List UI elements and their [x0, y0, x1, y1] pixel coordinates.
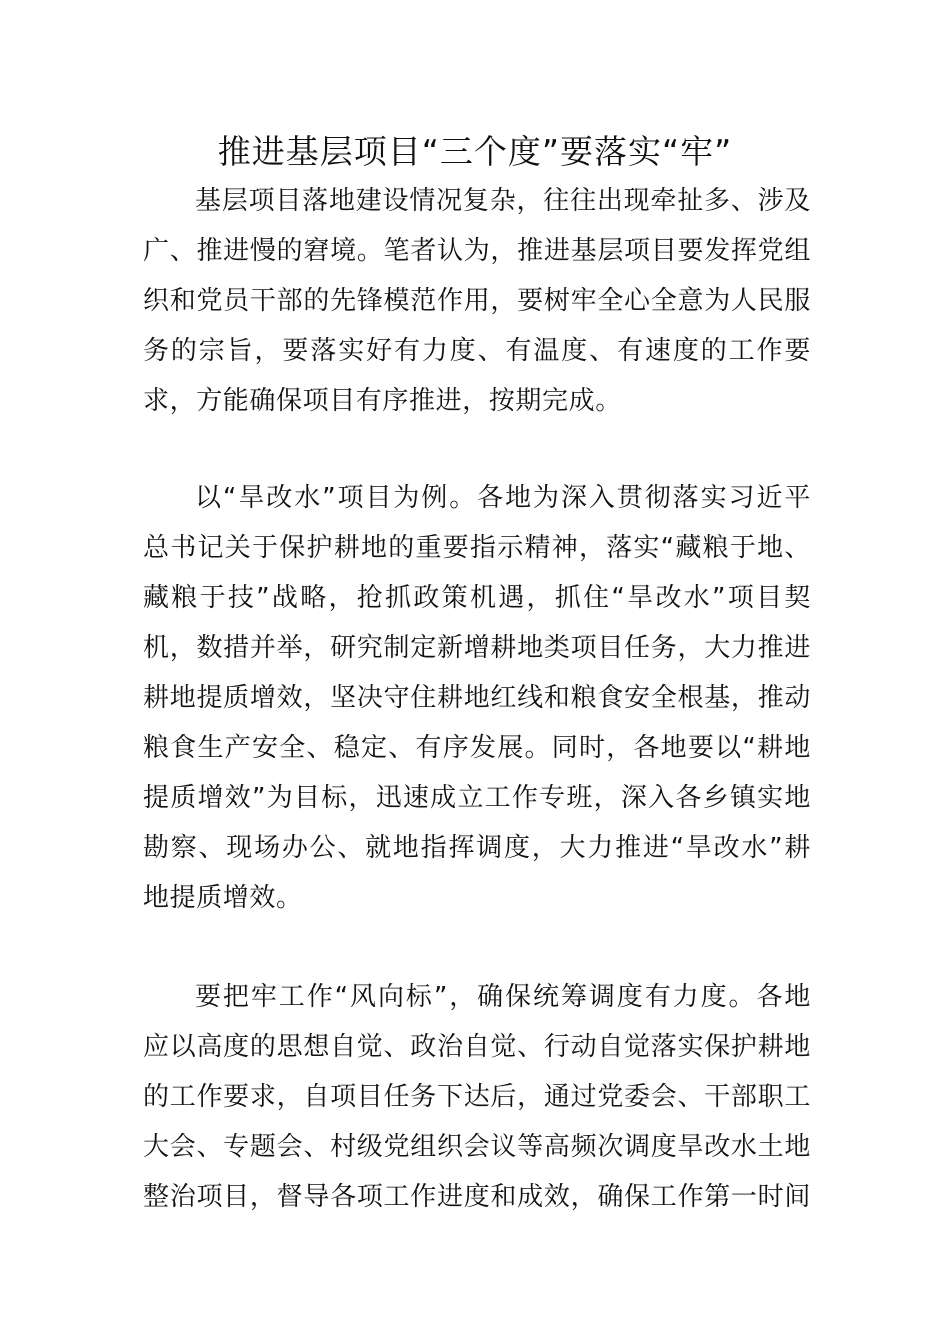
paragraph-line: 提质增效”为目标，迅速成立工作专班，深入各乡镇实地	[143, 783, 811, 813]
paragraph-line: 地提质增效。	[143, 883, 303, 913]
paragraph-1	[143, 176, 811, 426]
paragraph-line: 耕地提质增效，坚决守住耕地红线和粮食安全根基，推动	[143, 683, 811, 713]
paragraph-line: 基层项目落地建设情况复杂，往往出现牵扯多、涉及	[195, 186, 811, 216]
paragraph-line: 的工作要求，自项目任务下达后，通过党委会、干部职工	[143, 1082, 811, 1112]
paragraph-line: 藏粮于技”战略，抢抓政策机遇，抓住“旱改水”项目契	[143, 583, 811, 613]
paragraph-line: 应以高度的思想自觉、政治自觉、行动自觉落实保护耕地	[143, 1032, 811, 1062]
paragraph-line: 勘察、现场办公、就地指挥调度，大力推进“旱改水”耕	[143, 833, 811, 863]
paragraph-line: 要把牢工作“风向标”，确保统筹调度有力度。各地	[195, 982, 811, 1012]
paragraph-line: 以“旱改水”项目为例。各地为深入贯彻落实习近平	[195, 483, 811, 513]
paragraph-3	[143, 972, 811, 1222]
paragraph-line: 粮食生产安全、稳定、有序发展。同时，各地要以“耕地	[143, 733, 811, 763]
paragraph-line: 大会、专题会、村级党组织会议等高频次调度旱改水土地	[143, 1132, 811, 1162]
paragraph-2	[143, 473, 811, 923]
document-title: 推进基层项目“三个度”要落实“牢”	[217, 132, 733, 171]
paragraph-line: 广、推进慢的窘境。笔者认为，推进基层项目要发挥党组	[143, 236, 811, 266]
paragraph-line: 整治项目，督导各项工作进度和成效，确保工作第一时间	[143, 1182, 811, 1212]
paragraph-line: 织和党员干部的先锋模范作用，要树牢全心全意为人民服	[143, 286, 811, 316]
paragraph-line: 求，方能确保项目有序推进，按期完成。	[143, 386, 622, 416]
paragraph-line: 务的宗旨，要落实好有力度、有温度、有速度的工作要	[143, 336, 811, 366]
paragraph-line: 机，数措并举，研究制定新增耕地类项目任务，大力推进	[143, 633, 811, 663]
paragraph-line: 总书记关于保护耕地的重要指示精神，落实“藏粮于地、	[143, 533, 811, 563]
